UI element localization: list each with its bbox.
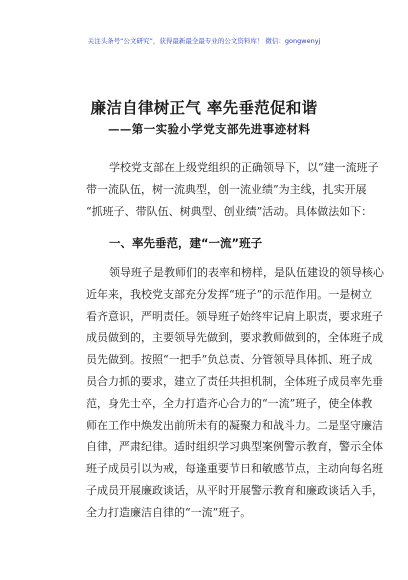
intro-line: 带一流队伍，树一流典型，创一流业绩”为主线，扎实开展 bbox=[86, 182, 367, 196]
section1-line: 员合力抓的要求，建立了责任共担机制，全体班子成员率先垂 bbox=[86, 374, 383, 388]
section1-line: 范，身先士卒，全力打造齐心合力的“一流”班子，使全体教 bbox=[86, 396, 373, 410]
intro-line: 学校党支部在上级党组织的正确领导下，以“建一流班子 bbox=[109, 161, 379, 174]
section1-line: 近年来，我校党支部充分发挥“班子”的示范作用。一是树立 bbox=[86, 287, 373, 301]
intro-paragraph bbox=[86, 157, 379, 222]
section1-line: 领导班子是教师们的表率和榜样，是队伍建设的领导核心 bbox=[109, 266, 384, 279]
section1-line: 自律，严肃纪律。适时组织学习典型案例警示教育，警示全体 bbox=[86, 440, 383, 454]
section1-paragraph bbox=[86, 262, 384, 524]
document-subtitle: ——第一实验小学党支部先进事迹材料 bbox=[108, 122, 311, 136]
section1-line: 看齐意识，严明责任。领导班子始终牢记肩上职责，要求班子 bbox=[86, 309, 383, 323]
header-promo-note: 关注头条号“公文研究”，获得最新最全最专业的公文资料库！ 微信：gongwenyj bbox=[87, 37, 321, 45]
document-title: 廉洁自律树正气 率先垂范促和谐 bbox=[90, 99, 318, 117]
section1-line: 员先做到。按照“一把手”负总责、分管领导具体抓、班子成 bbox=[86, 353, 373, 367]
section1-line: 子成员开展廉政谈话，从平时开展警示教育和廉政谈话入手， bbox=[86, 483, 383, 497]
section1-line: 班子成员引以为戒，每逢重要节日和敏感节点，主动向每名班 bbox=[86, 462, 383, 476]
section-heading-1: 一、率先垂范，建“一流”班子 bbox=[109, 236, 263, 250]
section1-line: 师在工作中焕发出前所未有的凝聚力和战斗力。二是坚守廉洁 bbox=[86, 418, 383, 432]
intro-line: “抓班子、带队伍、树典型、创业绩”活动。具体做法如下： bbox=[86, 204, 373, 218]
section1-line: 全力打造廉洁自律的“一流”班子。 bbox=[86, 505, 252, 519]
section1-line: 成员做到的，主要领导先做到，要求教师做到的，全体班子成 bbox=[86, 331, 383, 345]
